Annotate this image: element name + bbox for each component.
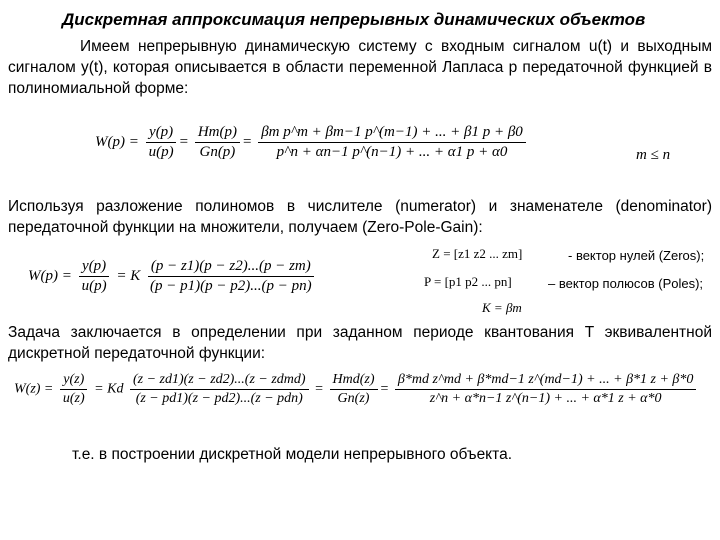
formula3-frac4-num: β*md z^md + β*md−1 z^(md−1) + ... + β*1 z + β*0: [395, 372, 697, 390]
poles-vector: P = [p1 p2 ... pn]: [424, 274, 512, 289]
formula3-frac3-num: Hmd(z): [330, 372, 378, 390]
gain-equation: K = βm: [482, 300, 522, 315]
formula1-condition: m ≤ n: [636, 147, 671, 163]
zeros-note: - вектор нулей (Zeros);: [568, 248, 705, 263]
conclusion-text: т.е. в построении дискретной модели непрерывного объекта.: [72, 446, 512, 463]
formula1-frac3-den: p^n + αn−1 p^(n−1) + ... + α1 p + α0: [276, 144, 508, 160]
zpk-paragraph: Используя разложение полиномов в числителе (numerator) и знаменателе (denominator) передаточной функции на множители, получаем (Zero-Pole-Gain):: [8, 198, 712, 236]
formula2-frac2-den: (p − p1)(p − p2)...(p − pn): [150, 278, 312, 294]
poles-note: – вектор полюсов (Poles);: [548, 276, 704, 291]
formula2-lhs: W(p) =: [28, 267, 72, 284]
formula2-gain: = K: [116, 267, 141, 284]
formula1-frac1-num: y(p): [146, 124, 176, 143]
formula2-frac2-num: (p − z1)(p − z2)...(p − zm): [148, 258, 314, 277]
formula3-lhs: W(z) =: [14, 381, 54, 397]
intro-paragraph: Имеем непрерывную динамическую систему с входным сигналом u(t) и выходным сигналом y(t), которая описывается в области переменной Лапласа p передаточной функцией в полиномиальной форме:: [8, 38, 712, 97]
formula3-gain: = Kd: [94, 381, 124, 397]
zeros-vector: Z = [z1 z2 ... zm]: [432, 246, 523, 261]
formula1-lhs: W(p) =: [95, 133, 139, 150]
formula3-eq: =: [315, 381, 323, 397]
formula3-frac3-den: Gn(z): [337, 391, 370, 406]
formula3-frac4-den: z^n + α*n−1 z^(n−1) + ... + α*1 z + α*0: [429, 391, 662, 406]
task-paragraph: Задача заключается в определении при заданном периоде квантования T эквивалентной дискретной передаточной функции:: [8, 324, 712, 362]
formula3-frac2-den: (z − pd1)(z − pd2)...(z − pdn): [135, 391, 303, 406]
formula3-frac1-num: y(z): [60, 372, 87, 390]
formula2-frac1-num: y(p): [79, 258, 109, 277]
formula-discrete-tf: W(z) = $\frac{y(z)}{u(z)}$ = Kd $\frac{\text{(z − zd1)(z − zd2)...(z − zdmd)}}{\text{(z − pd1)(z − pd2)...(z − pdn)}}$ = $\frac{\text{Hmd(z)}}{Gn(z)}$ = $\frac{\text{β*md z\textasciicircum{}md + β*md−1 z\textasciicircum{}(md−1) + ... + β*1 z + β*0}}{z\^{}n + \alpha*n-1 z\^{}(n-1) + ... + \alpha*1 z + \alpha*0}$: [14, 372, 699, 407]
formula3-frac2-num: (z − zd1)(z − zd2)...(z − zdmd): [130, 372, 309, 390]
formula1-frac2-den: Gn(p): [199, 144, 236, 160]
formula-zpk: [28, 258, 318, 295]
formula2-frac1-den: u(p): [81, 278, 107, 294]
formula1-frac1-den: u(p): [148, 144, 174, 160]
slide-title: Дискретная аппроксимация непрерывных динамических объектов: [62, 10, 646, 29]
formula1-frac3-num: βm p^m + βm−1 p^(m−1) + ... + β1 p + β0: [258, 124, 526, 143]
formula-continuous-tf: W(p) = $\frac{y(p)}{u(p)}$ = $\frac{Hm(p)}{Gn(p)}$ = $\frac{\text{βm p\textasciicircum{}m + βm−1 p\textasciicircum{}(m−1) + ... + β1 p + β0}}{p\^{}n + \alpha n-1 p\^{}(n-1) + ... + \alpha 1 p + \alpha 0}$: [95, 124, 529, 161]
formula3-frac1-den: u(z): [62, 391, 85, 406]
formula1-frac2-num: Hm(p): [195, 124, 240, 143]
